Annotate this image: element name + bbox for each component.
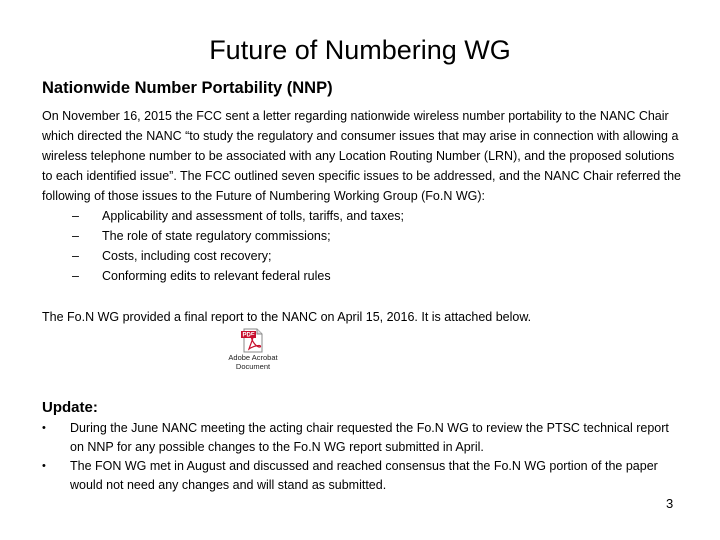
slide-title: Future of Numbering WG bbox=[209, 35, 511, 65]
intro-paragraph: On November 16, 2015 the FCC sent a letter regarding nationwide wireless number portability to the NANC Chair which directed the NANC “to study the regulatory and consumer issues that may arise in connection with allowing a wireless telephone number to be associated with any Location Routing Number (LRN), and the proposed solutions to each identified issue”. The FCC outlined seven specific issues to be addressed, and the NANC Chair referred the following of those issues to the Future of Numbering Working Group (Fo.N WG): bbox=[42, 109, 681, 203]
issue-item bbox=[72, 206, 404, 226]
update-item bbox=[42, 419, 682, 457]
issue-text: The role of state regulatory commissions; bbox=[102, 229, 331, 243]
page-number: 3 bbox=[666, 496, 674, 511]
update-text: The FON WG met in August and discussed and reached consensus that the Fo.N WG portion of the paper would not need any changes and will stand as submitted. bbox=[70, 459, 658, 492]
dash-marker: – bbox=[72, 229, 79, 243]
report-statement: The Fo.N WG provided a final report to the NANC on April 15, 2016. It is attached below. bbox=[42, 310, 532, 324]
update-heading: Update: bbox=[42, 399, 98, 416]
updates-list bbox=[42, 419, 682, 495]
attachment-caption-line2: Document bbox=[235, 362, 271, 371]
pdf-badge-label: PDF bbox=[242, 332, 255, 339]
pdf-attachment[interactable] bbox=[218, 328, 288, 371]
issue-text: Conforming edits to relevant federal rules bbox=[102, 269, 331, 283]
update-item bbox=[42, 457, 682, 495]
issue-item bbox=[72, 246, 404, 266]
bullet-marker: • bbox=[42, 422, 46, 434]
issue-text: Costs, including cost recovery; bbox=[102, 249, 272, 263]
issue-item bbox=[72, 266, 404, 286]
dash-marker: – bbox=[72, 209, 79, 223]
issue-item bbox=[72, 226, 404, 246]
pdf-icon bbox=[241, 328, 265, 353]
section-subtitle: Nationwide Number Portability (NNP) bbox=[42, 79, 333, 97]
attachment-caption-line1: Adobe Acrobat bbox=[228, 353, 278, 362]
dash-marker: – bbox=[72, 269, 79, 283]
issue-text: Applicability and assessment of tolls, tariffs, and taxes; bbox=[102, 209, 405, 223]
dash-marker: – bbox=[72, 249, 79, 263]
bullet-marker: • bbox=[42, 460, 46, 472]
issues-list bbox=[72, 206, 404, 286]
update-text: During the June NANC meeting the acting chair requested the Fo.N WG to review the PTSC technical report on NNP for any possible changes to the Fo.N WG report submitted in April. bbox=[70, 421, 669, 454]
